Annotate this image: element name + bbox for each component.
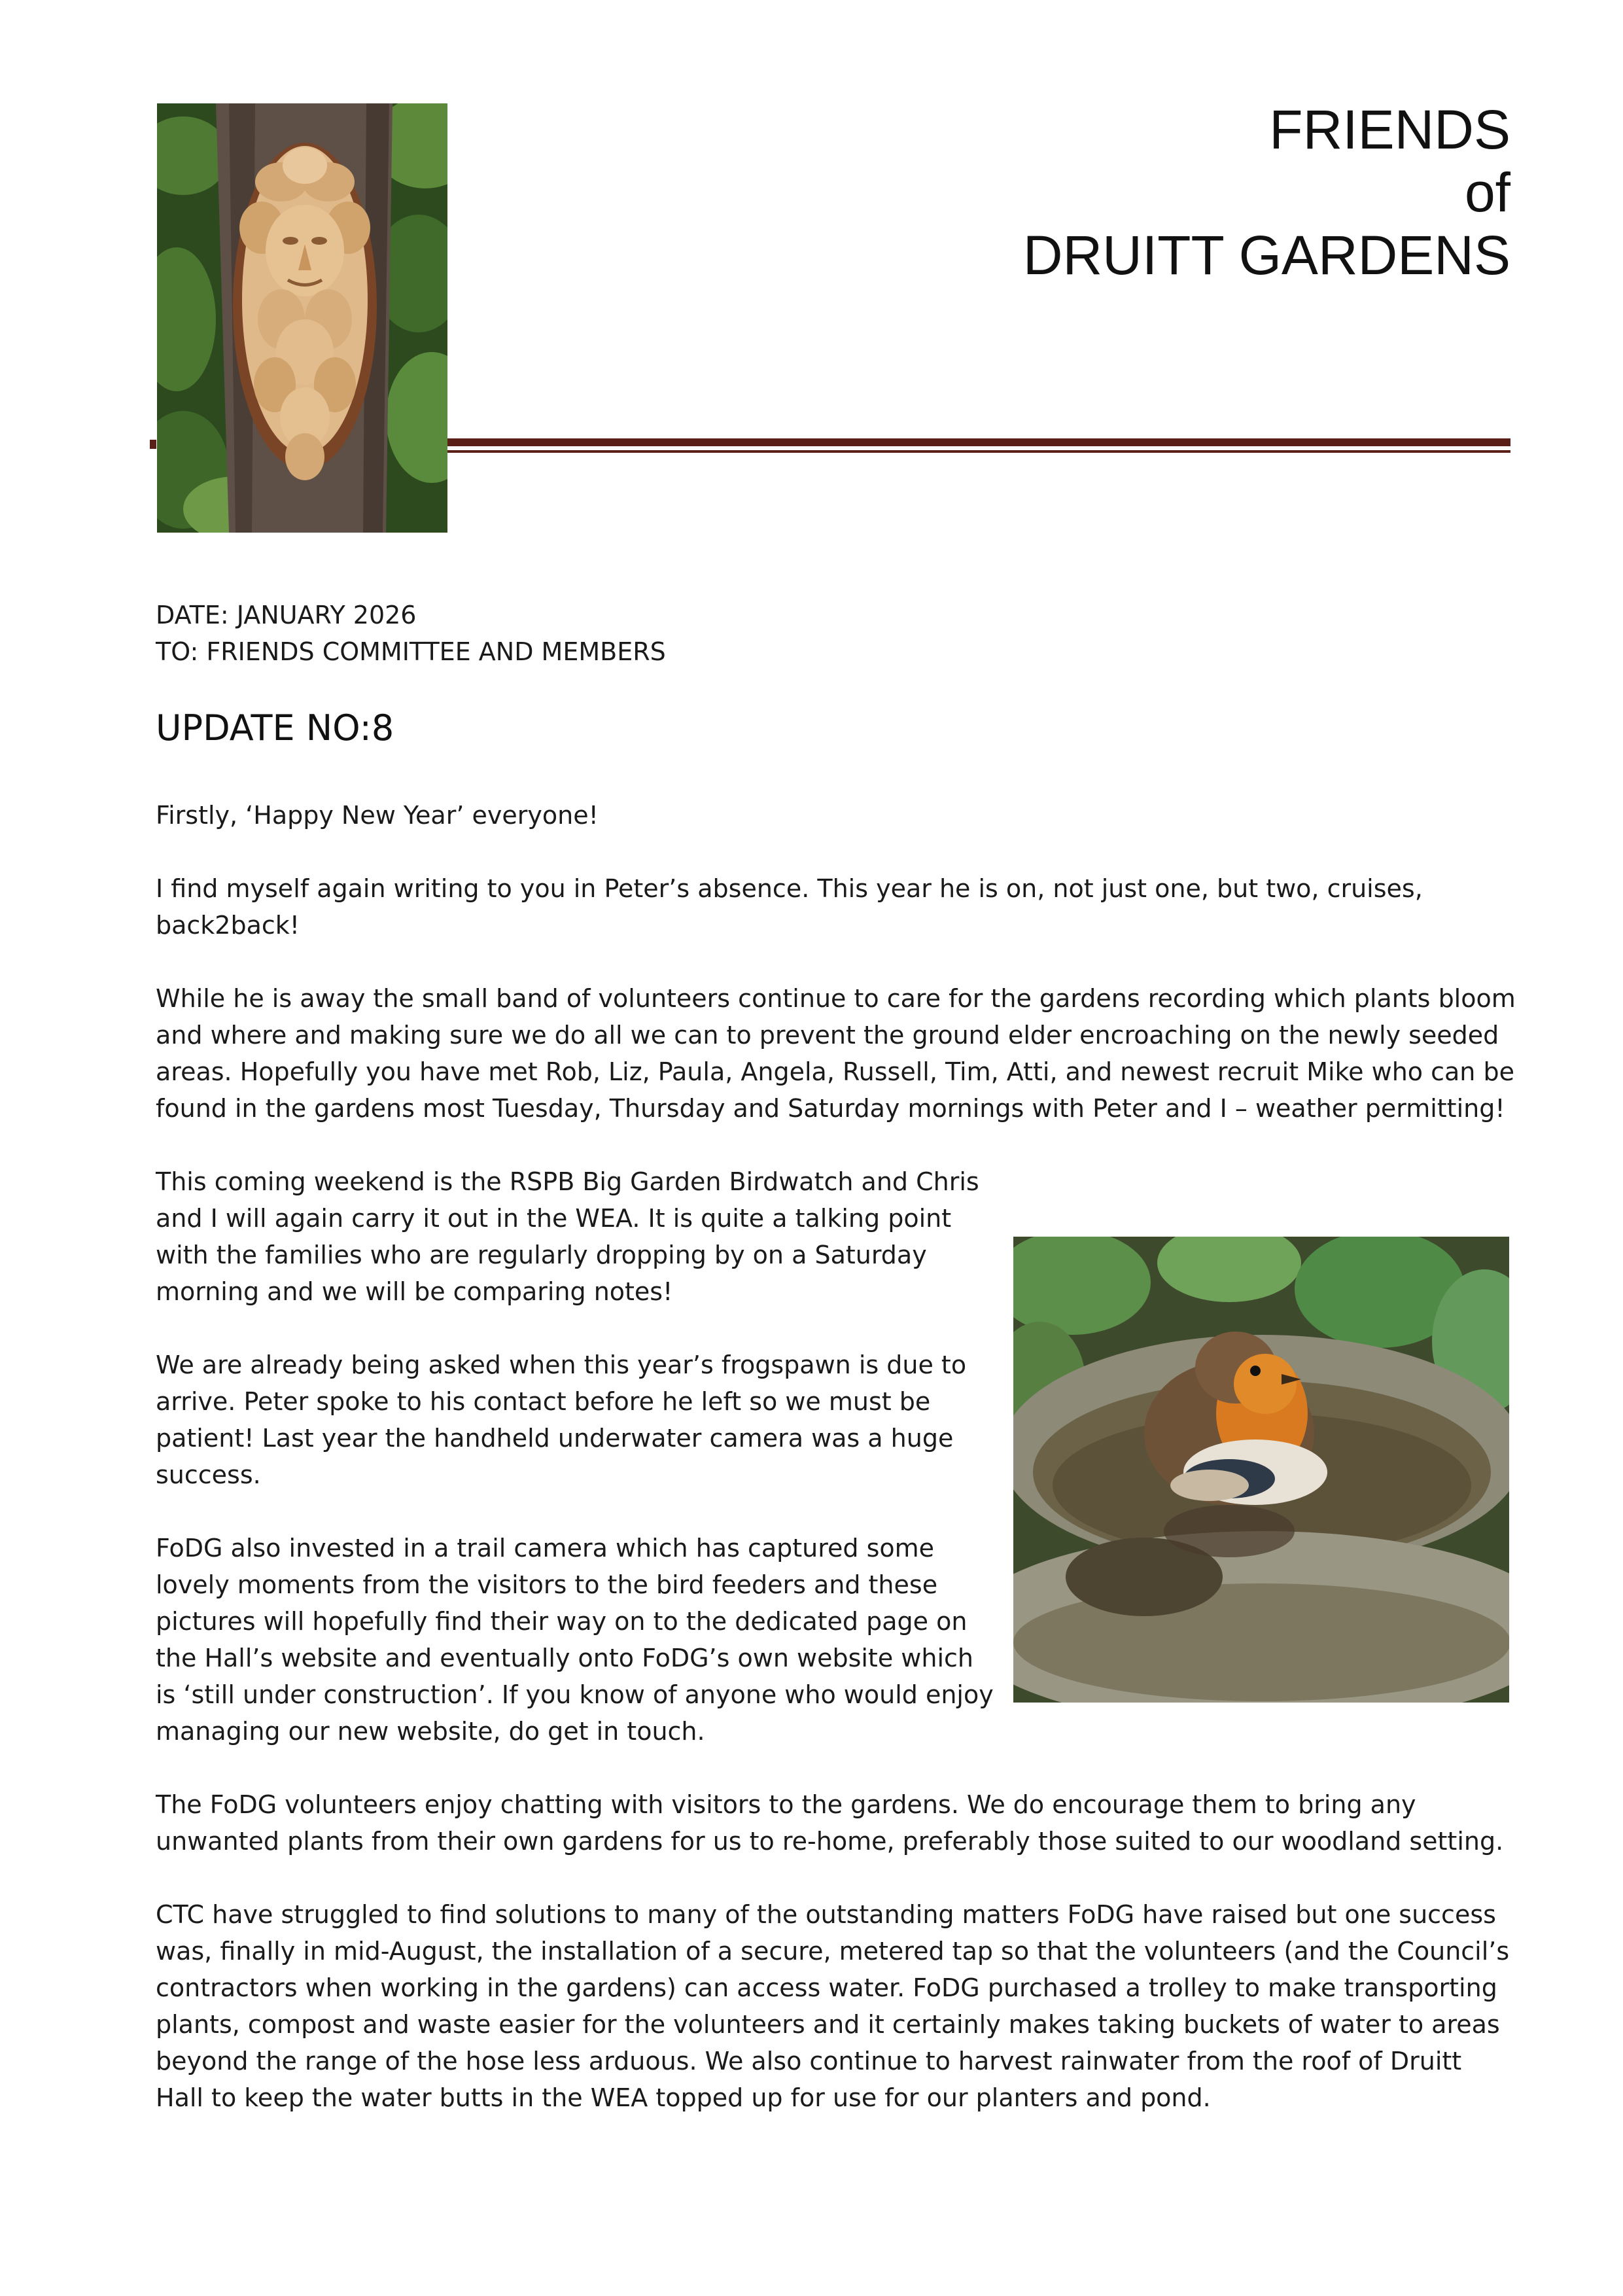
robin-photo [1013, 1237, 1509, 1703]
update-heading: UPDATE NO:8 [156, 707, 394, 749]
title-line-friends: FRIENDS [1269, 99, 1510, 160]
paragraph-trail-camera: FoDG also invested in a trail camera which has captured some lovely moments from the visitors to the bird feeders and these pictures will hopefully find their way on to the dedicated page on the Hall’s website and eventually onto FoDG’s own website which is ‘still under construction’. If you know of anyone who would enjoy managing our new website, do get in touch. [156, 1534, 994, 1746]
tree-carving-illustration [157, 103, 447, 533]
paragraph-greeting: Firstly, ‘Happy New Year’ everyone! [156, 801, 599, 830]
paragraph-volunteers: While he is away the small band of volunteers continue to care for the gardens recording which plants bloom and where and making sure we do all we can to prevent the ground elder encroaching on the newly seeded areas. Hopefully you have met Rob, Liz, Paula, Angela, Russell, Tim, Atti, and newest recruit Mike who can be found in the gardens most Tuesday, Thursday and Saturday mornings with Peter and I – weather permitting! [156, 984, 1516, 1123]
paragraph-visitors: The FoDG volunteers enjoy chatting with visitors to the gardens. We do encourage them to bring any unwanted plants from their own gardens for us to re-home, preferably those suited to our woodland setting. [156, 1790, 1504, 1856]
paragraph-birdwatch: This coming weekend is the RSPB Big Garden Birdwatch and Chris and I will again carry it out in the WEA. It is quite a talking point with the families who are regularly dropping by on a Saturday morning and we will be comparing notes! [156, 1167, 979, 1306]
title-line-of: of [1464, 162, 1510, 223]
paragraph-water-tap: CTC have struggled to find solutions to many of the outstanding matters FoDG have raised but one success was, finally in mid-August, the installation of a secure, metered tap so that the volunteers (and the Council’s contractors when working in the gardens) can access water. FoDG purchased a trolley to make transporting plants, compost and waste easier for the volunteers and it certainly makes taking buckets of water to areas beyond the range of the hose less arduous. We also continue to harvest rainwater from the roof of Druitt Hall to keep the water butts in the WEA topped up for use for our planters and pond. [156, 1900, 1510, 2112]
rule-marker [150, 440, 156, 449]
newsletter-title [1023, 98, 1510, 287]
header-rule-thick [447, 438, 1510, 446]
title-line-druitt-gardens: DRUITT GARDENS [1022, 224, 1510, 286]
tree-carving-photo [157, 103, 447, 533]
robin-illustration [1013, 1237, 1509, 1703]
recipients-line: TO: FRIENDS COMMITTEE AND MEMBERS [156, 637, 666, 666]
paragraph-frogspawn: We are already being asked when this year’s frogspawn is due to arrive. Peter spoke to his contact before he left so we must be patient! Last year the handheld underwater camera was a huge success. [156, 1351, 967, 1489]
paragraph-peter-absence: I find myself again writing to you in Peter’s absence. This year he is on, not just one, but two, cruises, back2back! [156, 874, 1423, 940]
header-rule-thin [447, 450, 1510, 453]
date-line: DATE: JANUARY 2026 [156, 601, 417, 629]
